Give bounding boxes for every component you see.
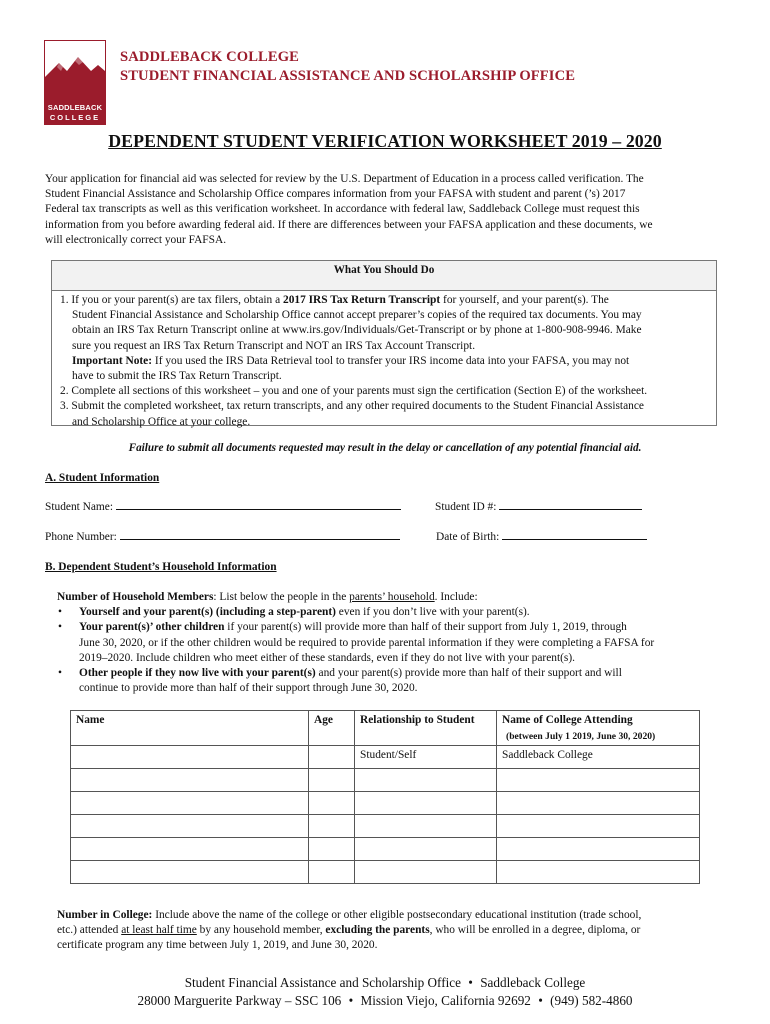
household-bullet-2: • Your parent(s)’ other children if your parent(s) will provide more than half of their support from July 1, 2019, through June 30, 2020, or if the other children would be required to provide parental information if they were completing a FAFSA for 2019–2020. Include children who meet either of these standards, even if they do not live with your parent(s). (58, 621, 655, 664)
household-bullet-3: • Other people if they now live with your parent(s) and your parent(s) provide more than half of their support and will continue to provide more than half of their support through June 30, 2020. (58, 667, 622, 695)
college-cell[interactable] (497, 769, 700, 792)
table-row (71, 815, 700, 838)
age-cell[interactable] (309, 769, 355, 792)
col-name-header: Name (71, 711, 309, 746)
college-cell[interactable] (497, 792, 700, 815)
table-row (71, 769, 700, 792)
relationship-cell[interactable] (355, 861, 497, 884)
household-instructions (57, 590, 722, 696)
student-id-field[interactable]: Student ID #: (435, 500, 642, 515)
relationship-cell[interactable] (355, 792, 497, 815)
mountain-logo-icon (44, 40, 106, 100)
college-cell[interactable] (497, 815, 700, 838)
section-a-heading: A. Student Information (45, 472, 160, 484)
table-row (71, 792, 700, 815)
instruction-item-2: 2. Complete all sections of this worksheet – you and one of your parents must sign the certification (Section E) of the worksheet. (60, 385, 648, 398)
name-cell[interactable] (71, 769, 309, 792)
office-name: STUDENT FINANCIAL ASSISTANCE AND SCHOLARSHIP OFFICE (120, 68, 576, 84)
relationship-cell[interactable]: Student/Self (355, 746, 497, 769)
table-header-row (71, 711, 700, 746)
name-cell[interactable] (71, 838, 309, 861)
age-cell[interactable] (309, 746, 355, 769)
instruction-item-3: 3. Submit the completed worksheet, tax return transcripts, and any other required documents to the Student Financial Assistance and Scholarship Office at your college. (60, 400, 644, 428)
age-cell[interactable] (309, 792, 355, 815)
name-cell[interactable] (71, 861, 309, 884)
table-row (71, 861, 700, 884)
logo-wordmark: SADDLEBACK COLLEGE (44, 100, 106, 125)
household-table (70, 710, 700, 884)
intro-paragraph: Your application for financial aid was selected for review by the U.S. Department of Education in a process called verification. The Student Financial Assistance and Scholarship Office compares information from your FAFSA with student and parent (’s) 2017 Federal tax transcripts as well as this verification worksheet. In accordance with federal law, Saddleback College must request this information from you before awarding federal aid. If there are differences between your FAFSA application and these documents, we will electronically correct your FAFSA. (45, 173, 653, 246)
failure-notice: Failure to submit all documents requested may result in the delay or cancellation of any potential financial aid. (128, 442, 642, 454)
name-cell[interactable] (71, 792, 309, 815)
page-title: DEPENDENT STUDENT VERIFICATION WORKSHEET 2019 – 2020 (108, 131, 662, 151)
college-cell[interactable] (497, 861, 700, 884)
relationship-cell[interactable] (355, 838, 497, 861)
household-members-text: Number of Household Members: List below the people in the parents’ household. Include: (57, 591, 478, 603)
age-cell[interactable] (309, 861, 355, 884)
college-name: SADDLEBACK COLLEGE (120, 49, 299, 65)
table-row (71, 746, 700, 769)
page-footer: Student Financial Assistance and Scholarship Office • Saddleback College 28000 Marguerite Parkway – SSC 106 • Mission Viejo, California 92692 • (949) 582-4860 (137, 975, 633, 1008)
table-row (71, 838, 700, 861)
name-cell[interactable] (71, 746, 309, 769)
instruction-item-1: 1. If you or your parent(s) are tax filers, obtain a 2017 IRS Tax Return Transcript for yourself, and your parent(s). The (60, 294, 609, 306)
instructions-heading: What You Should Do (52, 261, 716, 291)
col-relationship-header: Relationship to Student (355, 711, 497, 746)
relationship-cell[interactable] (355, 769, 497, 792)
age-cell[interactable] (309, 815, 355, 838)
college-cell[interactable]: Saddleback College (497, 746, 700, 769)
relationship-cell[interactable] (355, 815, 497, 838)
instructions-box: What You Should Do 1. If you or your parent(s) are tax filers, obtain a 2017 IRS Tax Return Transcript for yourself, and your parent(s). The Student Financial Assistance and Scholarship Office cannot accept preparer’s copies of the required tax documents. You may obtain an IRS Tax Return Transcript online at www.irs.gov/Individuals/Get-Transcript or by phone at 1-800-908-9946. Make sure you request an IRS Tax Return Transcript and NOT an IRS Tax Account Transcript. Important Note: If you used the IRS Data Retrieval tool to transfer your IRS income data into your FAFSA, you may not have to submit the IRS Tax Return Transcript. 2. Complete all sections of this worksheet – you and one of your parents must sign the certification (Section E) of the worksheet. 3. Submit the completed worksheet, tax return transcripts, and any other required documents to the Student Financial Assistance and Scholarship Office at your college. (51, 260, 717, 426)
name-cell[interactable] (71, 815, 309, 838)
col-age-header: Age (309, 711, 355, 746)
important-note: Important Note: If you used the IRS Data Retrieval tool to transfer your IRS income data into your FAFSA, you may not (72, 354, 630, 367)
office-header (120, 48, 575, 86)
college-cell[interactable] (497, 838, 700, 861)
student-name-field[interactable]: Student Name: (45, 500, 401, 515)
phone-number-field[interactable]: Phone Number: (45, 530, 400, 545)
age-cell[interactable] (309, 838, 355, 861)
date-of-birth-field[interactable]: Date of Birth: (436, 530, 647, 545)
section-b-heading: B. Dependent Student’s Household Information (45, 561, 277, 573)
college-logo (44, 40, 106, 128)
household-bullet-1: • Yourself and your parent(s) (including a step-parent) even if you don’t live with your parent(s). (58, 606, 530, 619)
number-in-college-note: Number in College: Include above the name of the college or other eligible postsecondary educational institution (trade school, etc.) attended at least half time by any household member, excluding the parents, who will be enrolled in a degree, diploma, or certificate program any time between July 1, 2019, and June 30, 2020. (57, 909, 642, 952)
col-college-header: Name of College Attending (between July 1 2019, June 30, 2020) (497, 711, 700, 746)
